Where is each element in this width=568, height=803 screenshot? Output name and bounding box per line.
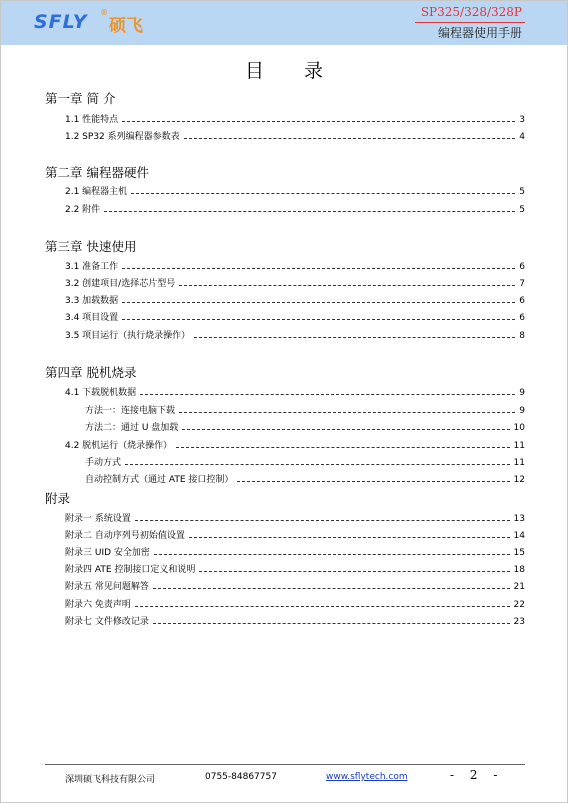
toc-entry[interactable] (65, 562, 525, 575)
toc-entry-page: 18 (513, 565, 525, 575)
toc-title: 目录 (244, 60, 363, 82)
dot-leader (153, 623, 510, 624)
toc-entry-page: 4 (519, 132, 525, 142)
toc-entry[interactable] (85, 455, 525, 468)
brand-logo-cn: 硕飞 (109, 16, 143, 36)
dot-leader (184, 138, 516, 139)
toc-entry[interactable] (65, 184, 525, 197)
dot-leader (122, 319, 515, 320)
footer-phone: 0755-84867757 (205, 772, 277, 782)
toc-entry[interactable] (65, 528, 525, 541)
dot-leader (131, 193, 515, 194)
toc-entry[interactable] (65, 202, 525, 215)
dot-leader (194, 337, 515, 338)
toc-entry-page: 6 (519, 296, 525, 306)
chapter-heading: 第四章 脱机烧录 (45, 365, 137, 380)
toc-entry[interactable] (85, 420, 525, 433)
dot-leader (122, 268, 515, 269)
toc-entry[interactable] (65, 259, 525, 272)
model-numbers: SP325/328/328P (420, 5, 522, 19)
registered-mark: ® (100, 8, 108, 17)
toc-entry-title: 方法一：连接电脑下载 (85, 406, 176, 416)
toc-entry[interactable] (85, 403, 525, 416)
toc-entry-page: 23 (513, 617, 525, 627)
dot-leader (122, 121, 515, 122)
toc-entry-title: 2.2 附件 (65, 205, 101, 215)
dot-leader (135, 520, 510, 521)
toc-entry[interactable] (65, 614, 525, 627)
dot-leader (179, 412, 515, 413)
toc-entry[interactable] (65, 293, 525, 306)
toc-entry-title: 手动方式 (85, 458, 122, 468)
header-divider (415, 22, 525, 23)
toc-entry-page: 12 (513, 475, 525, 485)
toc-entry-page: 22 (513, 600, 525, 610)
toc-entry-title: 3.1 准备工作 (65, 262, 119, 272)
toc-entry-page: 14 (513, 531, 525, 541)
toc-entry[interactable] (65, 310, 525, 323)
toc-entry-page: 15 (513, 548, 525, 558)
toc-entry-title: 附录五 常见问题解答 (65, 582, 149, 592)
toc-entry-title: 4.2 脱机运行（烧录操作） (65, 441, 173, 451)
toc-entry[interactable] (65, 597, 525, 610)
toc-entry[interactable] (65, 276, 525, 289)
toc-entry[interactable] (65, 112, 525, 125)
chapter-heading: 第二章 编程器硬件 (45, 165, 149, 180)
toc-entry[interactable] (65, 545, 525, 558)
toc-entry-title: 附录三 UID 安全加密 (65, 548, 150, 558)
toc-entry[interactable] (65, 438, 525, 451)
dot-leader (237, 481, 509, 482)
toc-entry-page: 11 (513, 441, 525, 451)
toc-entry-title: 3.3 加载数据 (65, 296, 119, 306)
dot-leader (125, 464, 510, 465)
footer-divider (45, 764, 525, 765)
toc-entry-page: 9 (519, 388, 525, 398)
toc-entry-title: 附录四 ATE 控制接口定义和说明 (65, 565, 196, 575)
toc-entry[interactable] (65, 385, 525, 398)
toc-entry-title: 1.2 SP32 系列编程器参数表 (65, 132, 180, 142)
toc-entry-page: 3 (519, 115, 525, 125)
toc-entry-title: 附录六 免责声明 (65, 600, 131, 610)
toc-entry-page: 11 (513, 458, 525, 468)
page-header (1, 1, 567, 45)
toc-entry[interactable] (65, 328, 525, 341)
toc-entry-title: 4.1 下载脱机数据 (65, 388, 137, 398)
toc-entry-title: 方法二：通过 U 盘加载 (85, 423, 179, 433)
toc-entry-page: 5 (519, 187, 525, 197)
toc-entry[interactable] (85, 472, 525, 485)
dot-leader (182, 429, 509, 430)
toc-entry[interactable] (65, 129, 525, 142)
chapter-heading: 附录 (45, 491, 71, 506)
manual-title: 编程器使用手册 (437, 26, 522, 40)
dot-leader (122, 302, 515, 303)
dot-leader (104, 211, 515, 212)
toc-entry-title: 1.1 性能特点 (65, 115, 119, 125)
toc-entry-page: 6 (519, 262, 525, 272)
dot-leader (199, 571, 509, 572)
toc-entry-page: 8 (519, 331, 525, 341)
footer-website-link[interactable]: www.sflytech.com (326, 772, 408, 782)
toc-entry-page: 21 (513, 582, 525, 592)
toc-entry-title: 2.1 编程器主机 (65, 187, 128, 197)
toc-entry-page: 9 (519, 406, 525, 416)
toc-entry-title: 附录七 文件修改记录 (65, 617, 149, 627)
dot-leader (189, 537, 510, 538)
dot-leader (154, 554, 510, 555)
toc-entry-title: 附录一 系统设置 (65, 514, 131, 524)
page-number: - 2 - (450, 768, 504, 782)
toc-entry-page: 13 (513, 514, 525, 524)
brand-logo: SFLY (34, 11, 88, 33)
toc-entry-title: 自动控制方式（通过 ATE 接口控制） (85, 475, 234, 485)
toc-entry-title: 附录二 自动序列号初始值设置 (65, 531, 185, 541)
toc-entry[interactable] (65, 511, 525, 524)
footer-company: 深圳硕飞科技有限公司 (65, 775, 156, 785)
toc-entry-page: 10 (513, 423, 525, 433)
toc-entry[interactable] (65, 579, 525, 592)
chapter-heading: 第一章 简 介 (45, 91, 116, 106)
toc-entry-page: 7 (519, 279, 525, 289)
toc-entry-title: 3.2 创建项目/选择芯片型号 (65, 279, 176, 289)
chapter-heading: 第三章 快速使用 (45, 239, 137, 254)
toc-entry-title: 3.4 项目设置 (65, 313, 119, 323)
dot-leader (153, 588, 510, 589)
toc-entry-title: 3.5 项目运行（执行烧录操作） (65, 331, 191, 341)
dot-leader (179, 285, 515, 286)
dot-leader (140, 394, 515, 395)
dot-leader (135, 606, 510, 607)
toc-entry-page: 6 (519, 313, 525, 323)
toc-entry-page: 5 (519, 205, 525, 215)
dot-leader (176, 447, 509, 448)
